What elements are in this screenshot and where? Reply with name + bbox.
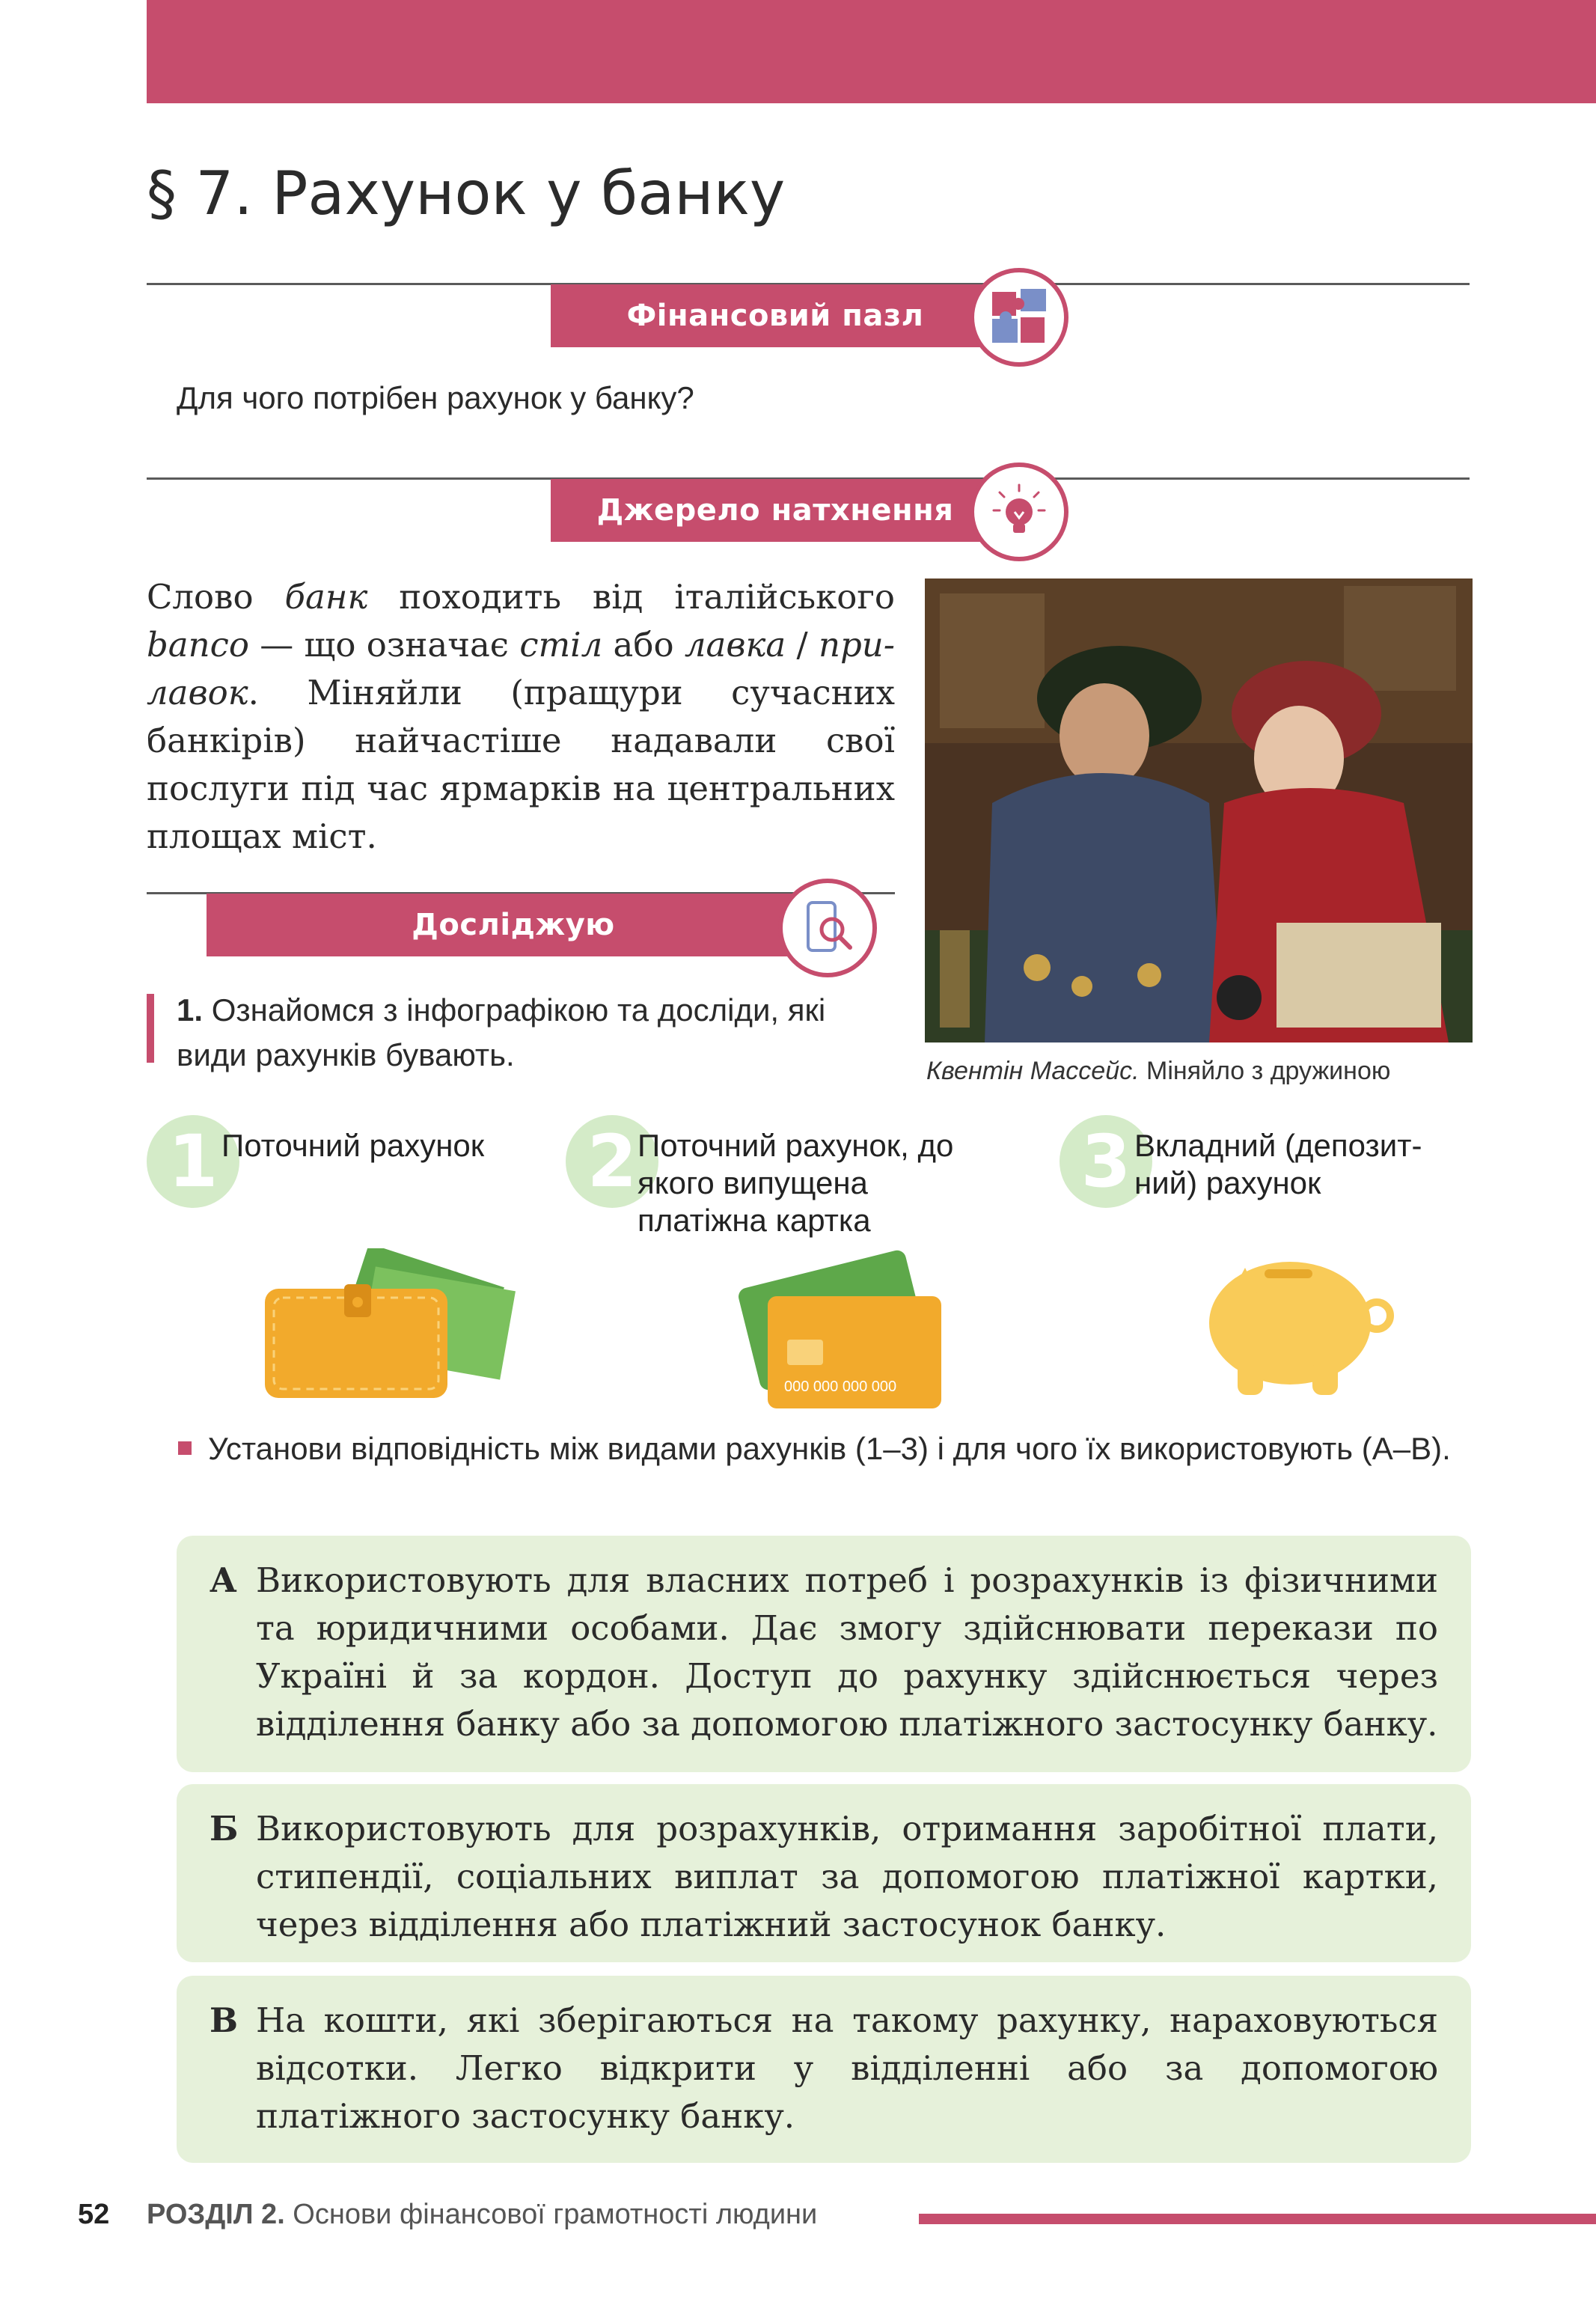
caption-author: Квентін Массейс. — [926, 1057, 1140, 1085]
page-number: 52 — [78, 2199, 110, 2230]
task-text: Ознайомся з інфографікою та досліди, які види рахунків бувають. — [177, 992, 826, 1072]
inspiration-label: Джерело натхнення — [551, 479, 1000, 542]
answer-letter-a: А — [210, 1560, 237, 1600]
wallet-icon — [262, 1248, 524, 1405]
caption-title: Міняйло з дружиною — [1139, 1057, 1391, 1085]
account-label-1: Поточний рахунок — [221, 1128, 485, 1163]
research-label: Досліджую — [207, 894, 820, 956]
footer-section — [147, 2199, 817, 2231]
answer-text-b: Використовують для розрахунків, отримання заробітної плати, стипендії, соціальних виплат за допомогою платіжної картки, через відділення або платіжний застосунок банку. — [256, 1809, 1438, 1944]
account-number-3: 3 — [1060, 1115, 1152, 1208]
answer-letter-c: В — [210, 2000, 239, 2040]
footer-section-title: Основи фінансової грамотності людини — [284, 2199, 818, 2230]
puzzle-question: Для чого потрібен рахунок у банку? — [177, 380, 694, 415]
task-1 — [177, 988, 895, 1078]
account-label-3: Вкладний (депозит-ний) рахунок — [1134, 1128, 1422, 1200]
phone-search-icon — [778, 879, 877, 977]
painting-caption — [926, 1057, 1390, 1086]
answer-letter-b: Б — [210, 1809, 239, 1849]
answer-text-c: На кошти, які зберігаються на такому рахунку, нараховуються відсотки. Легко відкрити у відділенні або за допомогою платіжного застосунку банку. — [256, 2000, 1438, 2136]
piggy-bank-icon — [1200, 1248, 1402, 1405]
puzzle-icon — [970, 268, 1068, 367]
answer-text-a: Використовують для власних потреб і розрахунків із фізичними та юридичними особами. Дає змогу здійснювати перекази по Україні й за кордон. Доступ до рахунку здійснюється через відділення банку або за допомогою платіжного застосунку банку. — [256, 1560, 1438, 1744]
page-title: § 7. Рахунок у банку — [147, 159, 786, 228]
top-banner — [147, 0, 1596, 103]
account-label-2: Поточний рахунок, до якого випущена платіжна картка — [638, 1128, 954, 1238]
lightbulb-icon — [970, 462, 1068, 561]
answer-box-b — [177, 1784, 1471, 1962]
instruction-text: Установи відповідність між видами рахунків (1–3) і для чого їх використовують (А–В). — [208, 1431, 1451, 1466]
answer-box-c — [177, 1976, 1471, 2163]
painting-image — [925, 578, 1473, 1042]
financial-puzzle-label: Фінансовий пазл — [551, 284, 1000, 347]
bullet — [178, 1441, 192, 1455]
footer-section-number: РОЗДІЛ 2. — [147, 2199, 285, 2230]
task-marker — [147, 994, 154, 1063]
answer-box-a — [177, 1536, 1471, 1772]
card-icon — [732, 1245, 949, 1410]
inspiration-text: Слово банк походить від італійського banco — що означає стіл або лавка / при-лавок. Міняйли (пращури сучасних банкірів) найчастіше надавали свої послуги під час ярмарків на центральних площах міст. — [147, 577, 895, 856]
account-number-1: 1 — [147, 1115, 239, 1208]
footer-line — [919, 2214, 1596, 2224]
account-number-2: 2 — [566, 1115, 658, 1208]
task-number: 1. — [177, 992, 204, 1028]
card-number: 000 000 000 000 — [784, 1379, 897, 1395]
